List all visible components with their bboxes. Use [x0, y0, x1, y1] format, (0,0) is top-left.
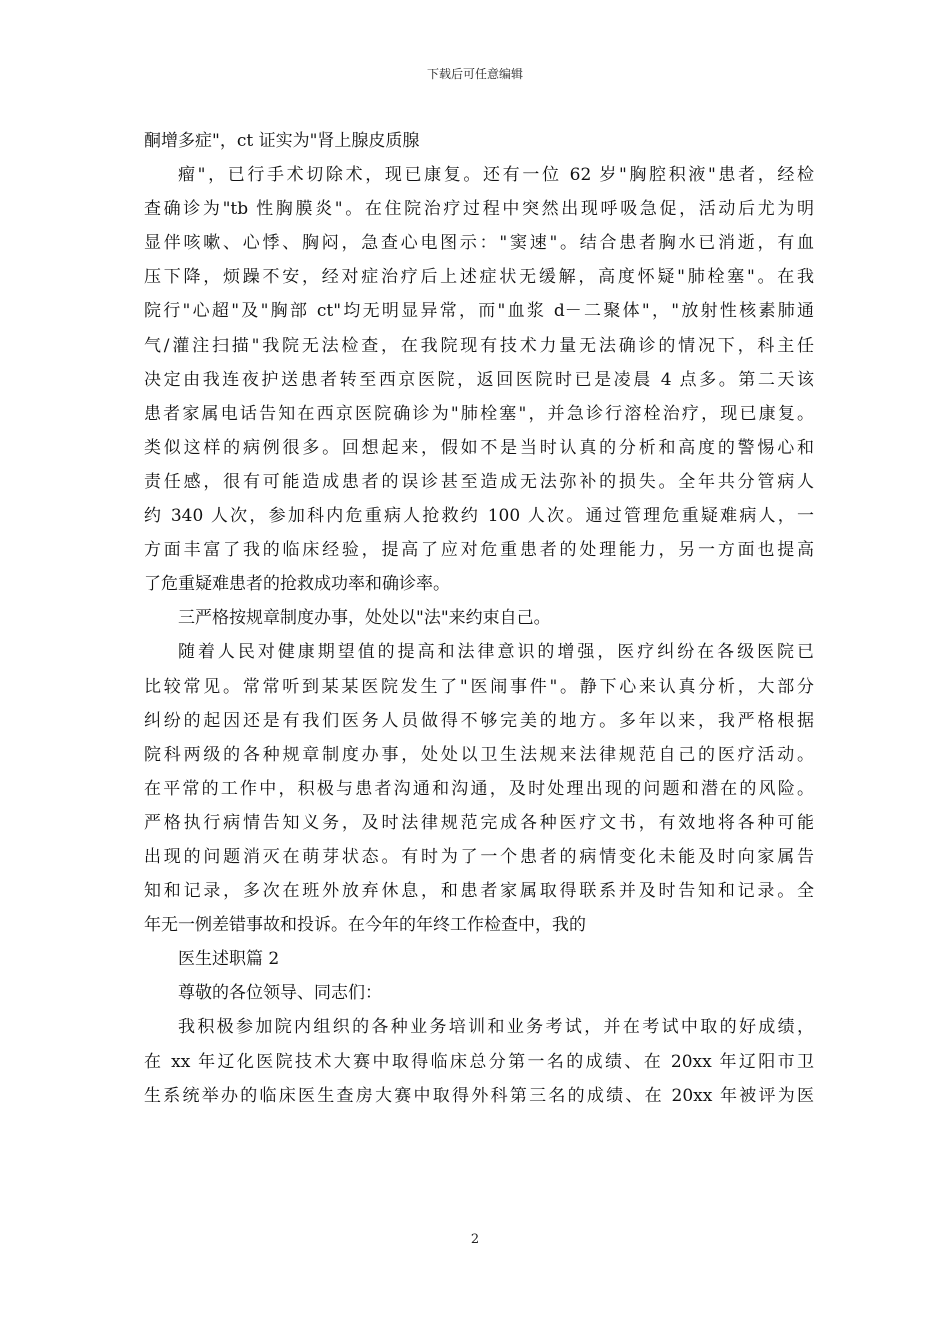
text-line-22: 出现的问题消灭在萌芽状态。有时为了一个患者的病情变化未能及时向家属告	[144, 846, 814, 867]
salutation: 尊敬的各位领导、同志们：	[178, 983, 382, 1004]
text-line-14: 了危重疑难患者的抢救成功率和确诊率。	[144, 574, 450, 595]
text-line-29: 生系统举办的临床医生查房大赛中取得外科第三名的成绩、在 20xx 年被评为医	[144, 1085, 814, 1106]
text-line-12: 约 340 人次，参加科内危重病人抢救约 100 人次。通过管理危重疑难病人，一	[144, 506, 814, 527]
text-line-20: 在平常的工作中，积极与患者沟通和沟通，及时处理出现的问题和潜在的风险。	[144, 778, 814, 799]
text-line-28: 在 xx 年辽化医院技术大赛中取得临床总分第一名的成绩、在 20xx 年辽阳市卫	[144, 1051, 814, 1072]
page-header: 下载后可任意编辑	[426, 67, 523, 81]
text-line-11: 责任感，很有可能造成患者的误诊甚至造成无法弥补的损失。全年共分管病人	[144, 471, 814, 492]
text-line-18: 纠纷的起因还是有我们医务人员做得不够完美的地方。多年以来，我严格根据	[144, 710, 814, 731]
text-line-21: 严格执行病情告知义务，及时法律规范完成各种医疗文书，有效地将各种可能	[144, 812, 814, 833]
text-line-27: 我积极参加院内组织的各种业务培训和业务考试，并在考试中取的好成绩，	[178, 1017, 814, 1038]
text-line-3: 查确诊为"tb 性胸膜炎"。在住院治疗过程中突然出现呼吸急促，活动后尤为明	[144, 199, 814, 220]
text-line-2: 瘤"，已行手术切除术，现已康复。还有一位 62 岁"胸腔积液"患者，经检	[178, 165, 814, 186]
section-heading-three: 三严格按规章制度办事，处处以"法"来约束自己。	[178, 608, 551, 629]
text-line-19: 院科两级的各种规章制度办事，处处以卫生法规来法律规范自己的医疗活动。	[144, 744, 814, 765]
text-line-23: 知和记录，多次在班外放弃休息，和患者家属取得联系并及时告知和记录。全	[144, 881, 814, 902]
text-line-13: 方面丰富了我的临床经验，提高了应对危重患者的处理能力，另一方面也提高	[144, 540, 814, 561]
text-line-7: 气/灌注扫描"我院无法检查，在我院现有技术力量无法确诊的情况下，科主任	[144, 335, 814, 356]
text-line-10: 类似这样的病例很多。回想起来，假如不是当时认真的分析和高度的警惕心和	[144, 437, 814, 458]
document-body	[144, 124, 814, 1113]
text-line-5: 压下降，烦躁不安，经对症治疗后上述症状无缓解，高度怀疑"肺栓塞"。在我	[144, 267, 814, 288]
text-line-8: 决定由我连夜护送患者转至西京医院，返回医院时已是凌晨 4 点多。第二天该	[144, 369, 814, 390]
article-title: 医生述职篇 2	[178, 949, 280, 970]
page-number: 2	[470, 1232, 480, 1247]
text-line-1: 酮增多症"，ct 证实为"肾上腺皮质腺	[144, 131, 420, 151]
text-line-6: 院行"心超"及"胸部 ct"均无明显异常，而"血浆 d－二聚体"，"放射性核素肺通	[144, 301, 814, 322]
text-line-24: 年无一例差错事故和投诉。在今年的年终工作检查中，我的	[144, 915, 586, 936]
text-line-16: 随着人民对健康期望值的提高和法律意识的增强，医疗纠纷在各级医院已	[178, 642, 814, 663]
text-line-9: 患者家属电话告知在西京医院确诊为"肺栓塞"，并急诊行溶栓治疗，现已康复。	[144, 403, 814, 424]
text-line-4: 显伴咳嗽、心悸、胸闷，急查心电图示："窦速"。结合患者胸水已消逝，有血	[144, 233, 814, 254]
text-line-17: 比较常见。常常听到某某医院发生了"医闹事件"。静下心来认真分析，大部分	[144, 676, 814, 697]
